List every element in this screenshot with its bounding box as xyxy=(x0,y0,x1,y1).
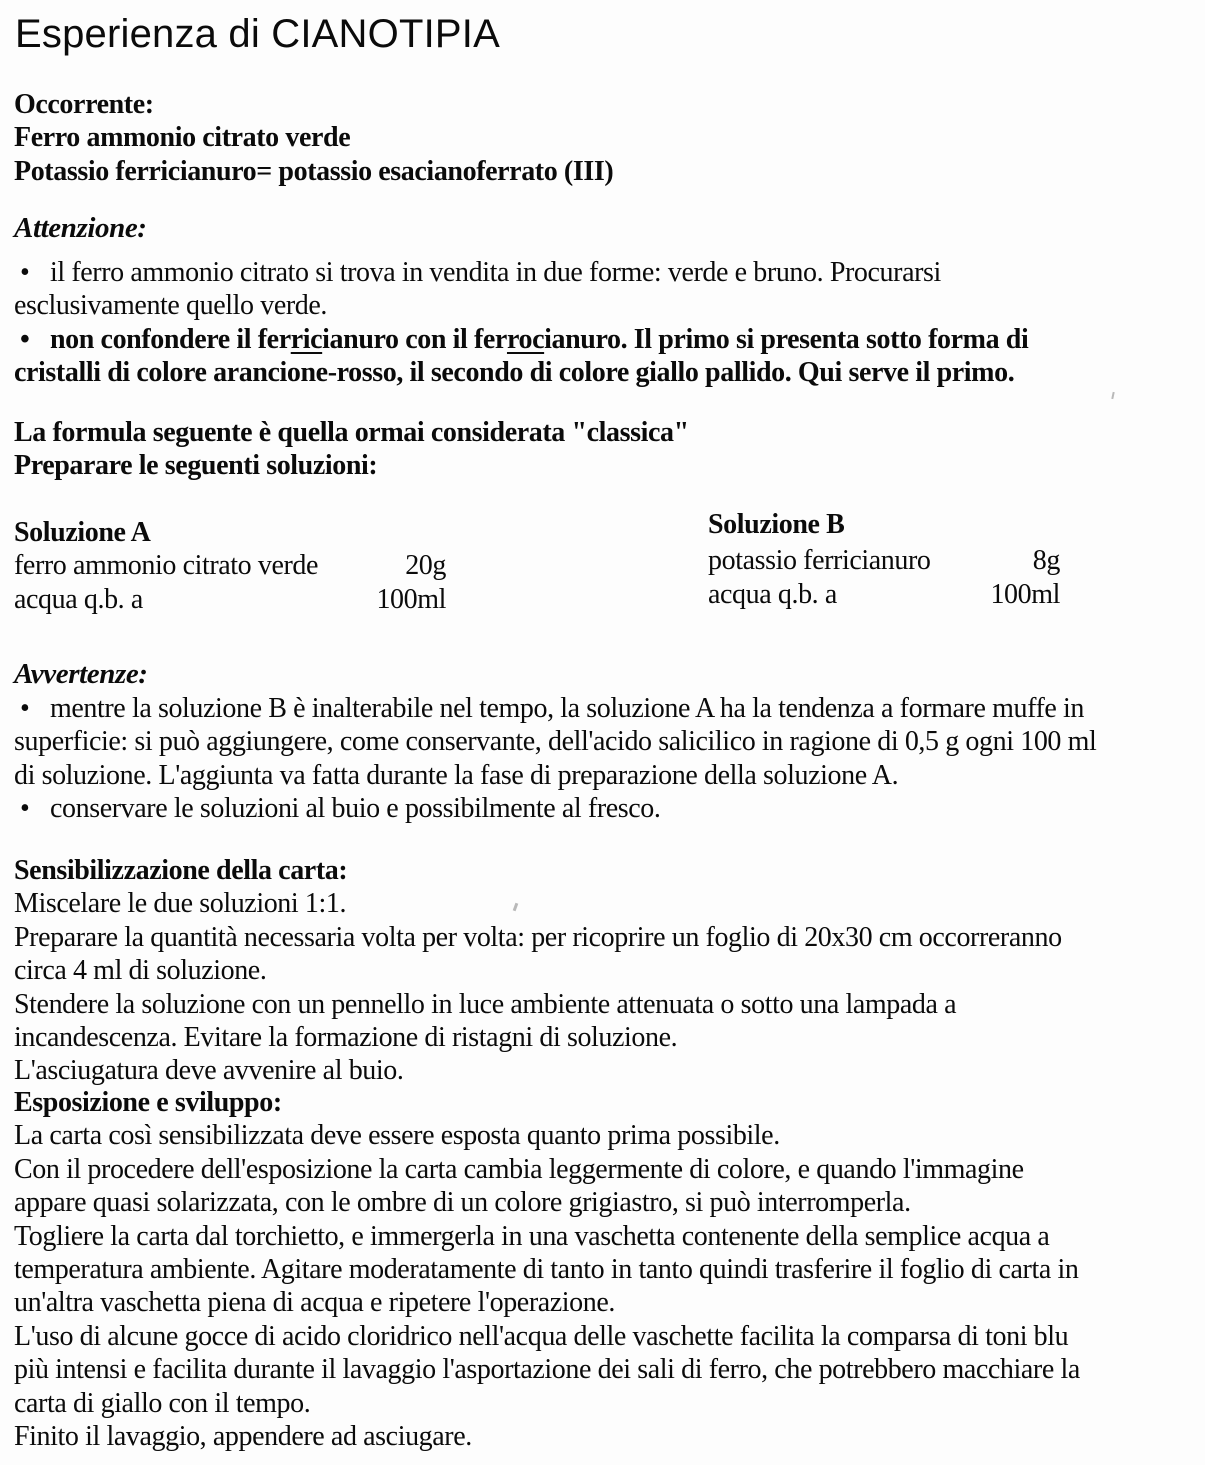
sensibilizzazione-line: Preparare la quantità necessaria volta per volta: per ricoprire un foglio di 20x30 cm occorreranno xyxy=(14,921,1062,953)
avvertenze-bullet2-line1 xyxy=(14,792,1096,825)
esposizione-line: un'altra vaschetta piena di acqua e ripetere l'operazione. xyxy=(14,1287,616,1319)
formula-line2: Preparare le seguenti soluzioni: xyxy=(14,450,378,482)
solution-b-row xyxy=(708,544,1060,577)
sensibilizzazione-section xyxy=(14,854,1062,1088)
avvertenze-bullet-list xyxy=(14,692,1096,826)
ingredient-amount: 100ml xyxy=(376,583,446,615)
attenzione-bullet-list xyxy=(14,256,1028,390)
ingredient-label: acqua q.b. a xyxy=(14,583,143,615)
sensibilizzazione-line: Miscelare le due soluzioni 1:1. xyxy=(14,888,347,920)
solution-b-title: Soluzione B xyxy=(708,509,845,540)
avvertenze-bullet2-text: conservare le soluzioni al buio e possibilmente al fresco. xyxy=(50,793,661,825)
ingredient-label: acqua q.b. a xyxy=(708,578,837,610)
bullet-dot-icon: • xyxy=(20,257,30,288)
ingredient-amount: 8g xyxy=(1032,545,1060,577)
formula-line1: La formula seguente è quella ormai considerata "classica" xyxy=(14,417,689,448)
attenzione-bullet2-underline-roc: roc xyxy=(506,323,545,355)
formula-section xyxy=(14,416,689,483)
esposizione-line: appare quasi solarizzata, con le ombre di un colore grigiastro, si può interromperla. xyxy=(14,1187,911,1219)
attenzione-bullet1-text: il ferro ammonio citrato si trova in vendita in due forme: verde e bruno. Procurarsi xyxy=(50,257,941,288)
sensibilizzazione-line: circa 4 ml di soluzione. xyxy=(14,955,267,987)
occorrente-item-1: Ferro ammonio citrato verde xyxy=(14,122,351,154)
esposizione-line: L'uso di alcune gocce di acido cloridrico nell'acqua delle vaschette facilita la comparsa di toni blu xyxy=(14,1320,1069,1352)
solution-b-row xyxy=(708,578,1060,611)
ingredient-amount: 100ml xyxy=(990,578,1060,610)
esposizione-line: Con il procedere dell'esposizione la carta cambia leggermente di colore, e quando l'immagine xyxy=(14,1153,1024,1185)
esposizione-line: La carta così sensibilizzata deve essere esposta quanto prima possibile. xyxy=(14,1120,780,1152)
bullet-dot-icon: • xyxy=(20,323,30,355)
avvertenze-bullet1-line1 xyxy=(14,692,1096,725)
esposizione-line: carta di giallo con il tempo. xyxy=(14,1387,311,1419)
attenzione-bullet1-line1 xyxy=(14,256,1028,289)
esposizione-heading: Esposizione e sviluppo: xyxy=(14,1087,282,1118)
scan-noise-speck xyxy=(1111,392,1114,399)
bullet-dot-icon: • xyxy=(20,693,30,724)
sensibilizzazione-line: Stendere la soluzione con un pennello in luce ambiente attenuata o sotto una lampada a xyxy=(14,988,957,1020)
sensibilizzazione-heading: Sensibilizzazione della carta: xyxy=(14,855,348,886)
esposizione-line: più intensi e facilita durante il lavaggio l'asportazione dei sali di ferro, che potrebbero macchiare la xyxy=(14,1354,1080,1386)
avvertenze-bullet1-text: mentre la soluzione B è inalterabile nel tempo, la soluzione A ha la tendenza a formare muffe in xyxy=(50,693,1085,724)
avvertenze-bullet1-line3: di soluzione. L'aggiunta va fatta durante la fase di preparazione della soluzione A. xyxy=(14,759,899,791)
occorrente-heading: Occorrente: xyxy=(14,89,154,120)
solution-a-title: Soluzione A xyxy=(14,517,151,548)
attenzione-bullet2-line1 xyxy=(14,323,1028,356)
attenzione-bullet2-seg5: ianuro. Il primo si presenta sotto forma di xyxy=(544,323,1029,355)
attenzione-bullet2-seg3: ianuro con il fer xyxy=(322,323,507,355)
page-title: Esperienza di CIANOTIPIA xyxy=(15,12,500,56)
solution-b-table xyxy=(708,508,1060,611)
esposizione-line: Togliere la carta dal torchietto, e immergerla in una vaschetta contenente della semplice acqua a xyxy=(14,1220,1050,1252)
attenzione-bullet2-underline-ric: ric xyxy=(290,323,323,355)
attenzione-heading: Attenzione: xyxy=(14,212,147,244)
solution-a-row xyxy=(14,583,446,616)
occorrente-section xyxy=(14,88,613,188)
ingredient-label: potassio ferricianuro xyxy=(708,545,931,577)
occorrente-item-2: Potassio ferricianuro= potassio esacianoferrato (III) xyxy=(14,155,614,187)
solution-a-row xyxy=(14,549,446,582)
attenzione-bullet1-line2: esclusivamente quello verde. xyxy=(14,290,328,322)
avvertenze-bullet1-line2: superficie: si può aggiungere, come conservante, dell'acido salicilico in ragione di 0,5 g ogni 100 ml xyxy=(14,726,1097,758)
attenzione-bullet2-line2: cristalli di colore arancione-rosso, il secondo di colore giallo pallido. Qui serve il primo. xyxy=(14,357,1015,389)
ingredient-amount: 20g xyxy=(405,550,446,582)
bullet-dot-icon: • xyxy=(20,793,30,825)
avvertenze-heading: Avvertenze: xyxy=(14,658,148,690)
ingredient-label: ferro ammonio citrato verde xyxy=(14,550,319,582)
solution-a-table xyxy=(14,516,446,616)
esposizione-line: Finito il lavaggio, appendere ad asciugare. xyxy=(14,1420,472,1452)
attenzione-bullet2-seg1: non confondere il fer xyxy=(50,323,291,355)
esposizione-section xyxy=(14,1086,1080,1453)
sensibilizzazione-line: L'asciugatura deve avvenire al buio. xyxy=(14,1055,404,1087)
sensibilizzazione-line: incandescenza. Evitare la formazione di ristagni di soluzione. xyxy=(14,1021,678,1053)
esposizione-line: temperatura ambiente. Agitare moderatamente di tanto in tanto quindi trasferire il foglio di carta in xyxy=(14,1253,1079,1285)
